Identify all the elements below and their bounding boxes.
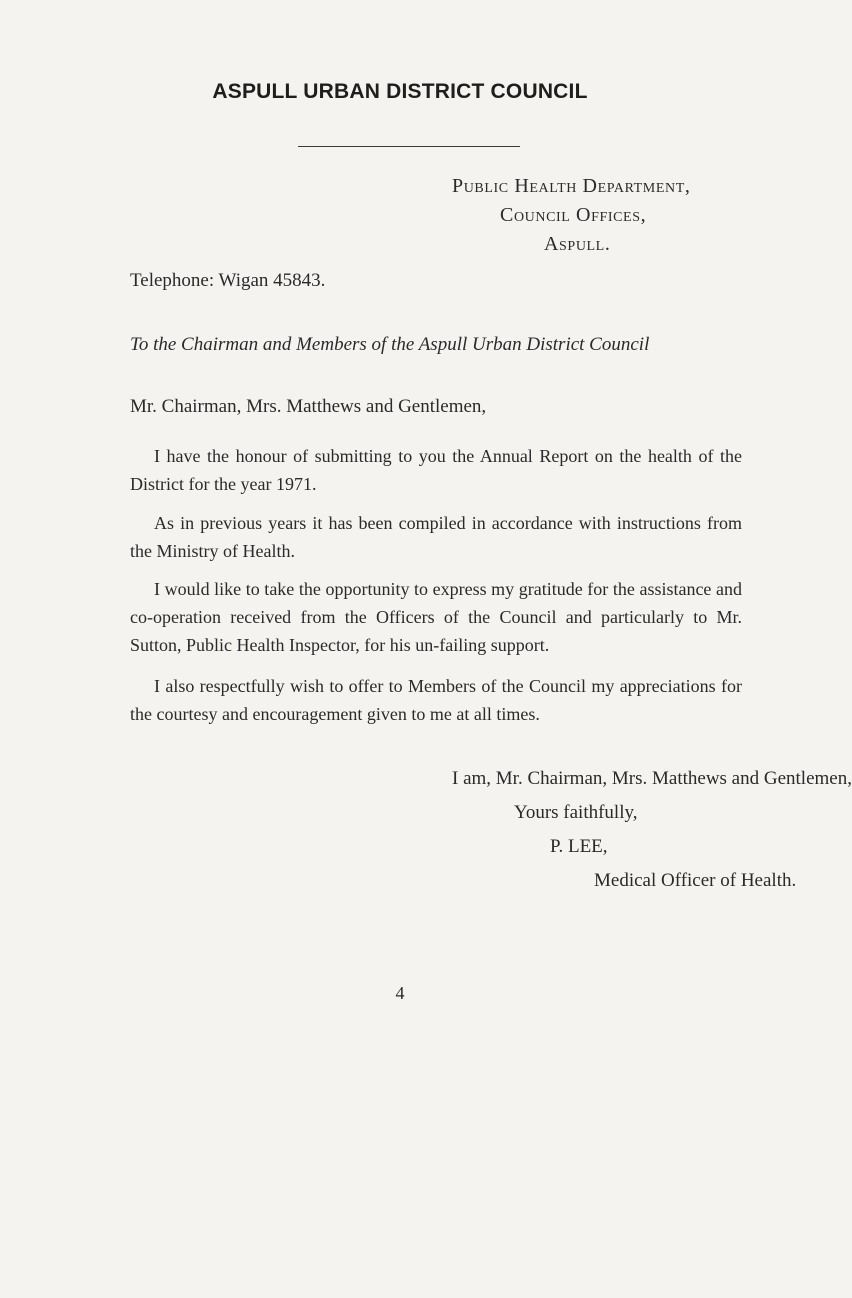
- closing-address-line: I am, Mr. Chairman, Mrs. Matthews and Gentlemen,: [452, 768, 852, 789]
- address-line-department: Public Health Department,: [452, 175, 691, 197]
- paragraph-compilation: As in previous years it has been compiled in accordance with instructions from the Ministry of Health.: [130, 513, 742, 561]
- paragraph-report-submission: I have the honour of submitting to you the Annual Report on the health of the District for the year 1971.: [130, 446, 742, 494]
- title-divider: [298, 146, 520, 147]
- page-number: 4: [395, 983, 405, 1003]
- signatory-name: P. LEE,: [550, 836, 608, 857]
- signatory-title: Medical Officer of Health.: [594, 870, 797, 891]
- letter-closing: [452, 762, 852, 898]
- address-line-offices: Council Offices,: [500, 204, 647, 226]
- addressee-line: To the Chairman and Members of the Aspull Urban District Council: [130, 334, 650, 355]
- closing-valediction: Yours faithfully,: [514, 802, 638, 823]
- council-title: ASPULL URBAN DISTRICT COUNCIL: [212, 80, 588, 103]
- address-line-town: Aspull.: [544, 233, 611, 255]
- salutation: Mr. Chairman, Mrs. Matthews and Gentlemen,: [130, 396, 487, 417]
- sender-address: [452, 172, 690, 259]
- paragraph-appreciation: I also respectfully wish to offer to Members of the Council my appreciations for the courtesy and encouragement given to me at all times.: [130, 676, 742, 724]
- telephone-line: Telephone: Wigan 45843.: [130, 270, 326, 291]
- paragraph-gratitude: I would like to take the opportunity to express my gratitude for the assistance and co-operation received from the Officers of the Council and particularly to Mr. Sutton, Public Health Inspector, for his un-failing support.: [130, 579, 742, 655]
